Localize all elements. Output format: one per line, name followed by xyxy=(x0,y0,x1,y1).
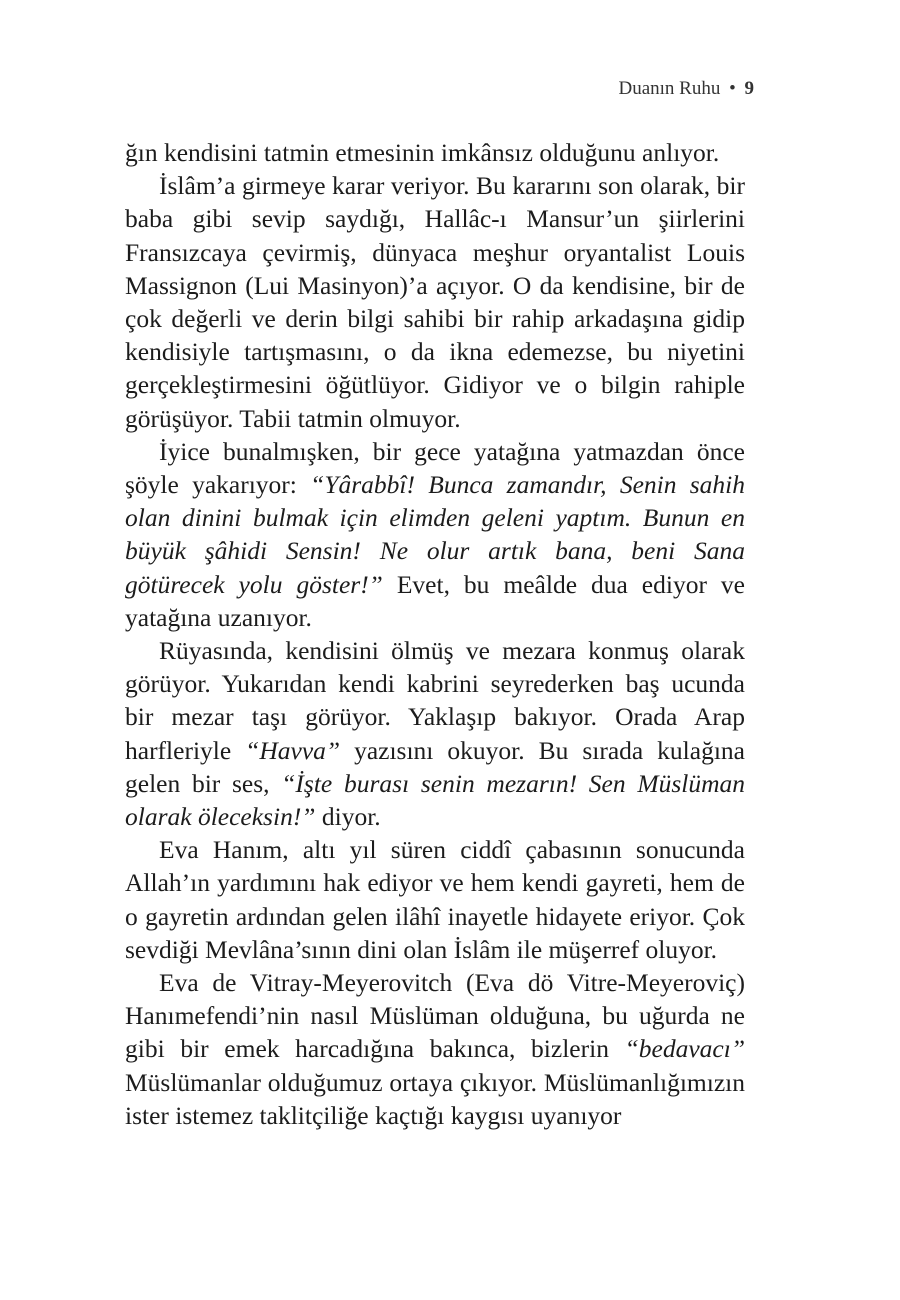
paragraph-4-lead: Rüyasında, kendisini ölmüş ve mezara konmuş olarak görüyor. Yukarıdan kendi kabrini seyrederken baş ucunda bir mezar taşı görüyor. Yaklaşıp bakıyor. Orada Arap harfleriyle xyxy=(125,636,745,765)
running-header xyxy=(618,78,754,100)
paragraph-3-tail: Evet, bu meâlde dua ediyor ve yatağına uzanıyor. xyxy=(125,569,745,632)
paragraph-6-lead: Eva de Vitray-Meyerovitch (Eva dö Vitre-Meyeroviç) Hanımefendi’nin nasıl Müslüman olduğuna, bu uğurda ne gibi bir emek harcadığına bakınca, bizlerin xyxy=(125,968,745,1064)
paragraph-4 xyxy=(125,634,745,833)
paragraph-3 xyxy=(125,435,745,634)
havva-word: “Havva” xyxy=(245,735,341,765)
page-number: 9 xyxy=(744,78,754,99)
paragraph-4-mid: yazısını okuyor. Bu sırada kulağına gelen bir ses, xyxy=(125,735,745,798)
paragraph-2: İslâm’a girmeye karar veriyor. Bu kararını son olarak, bir baba gibi sevip saydığı, Hallâc-ı Mansur’un şiirlerini Fransızcaya çevirmiş, dünyaca meşhur oryantalist Louis Massignon (Lui Masinyon)’a açıyor. O da kendisine, bir de çok değerli ve derin bilgi sahibi bir rahip arkadaşına gidip kendisiyle tartışmasını, o da ikna edemezse, bu niyetini gerçekleştirmesini öğütlüyor. Gidiyor ve o bilgin rahiple görüşüyor. Tabii tatmin olmuyor. xyxy=(125,171,745,433)
paragraph-1: ğın kendisini tatmin etmesinin imkânsız olduğunu anlıyor. xyxy=(125,138,720,167)
body-text xyxy=(125,136,745,1132)
header-separator: • xyxy=(729,78,736,99)
dream-voice-quote: “İşte burası senin mezarın! Sen Müslüman olarak öleceksin!” xyxy=(125,768,745,832)
bedavaci-word: “bedavacı” xyxy=(624,1034,745,1064)
prayer-quote: “Yârabbî! Bunca zamandır, Senin sahih olan dinini bulmak için elimden geleni yaptım. Bunun en büyük şâhidi Sensin! Ne olur artık bana, beni Sana götürecek yolu göster!” xyxy=(125,470,745,599)
paragraph-5: Eva Hanım, altı yıl süren ciddî çabasının sonucunda Allah’ın yardımını hak ediyor ve hem kendi gayreti, hem de o gayretin ardından gelen ilâhî inayetle hidayete eriyor. Çok sevdiği Mevlâna’sının dini olan İslâm ile müşerref oluyor. xyxy=(125,835,745,964)
paragraph-6-tail: Müslümanlar olduğumuz ortaya çıkıyor. Müslümanlığımızın ister istemez taklitçiliğe kaçtığı kaygısı uyanıyor xyxy=(125,1067,745,1130)
paragraph-6 xyxy=(125,966,745,1132)
paragraph-4-tail: diyor. xyxy=(315,802,381,832)
chapter-title: Duanın Ruhu xyxy=(618,78,721,99)
paragraph-3-lead: İyice bunalmışken, bir gece yatağına yatmazdan önce şöyle yakarıyor: xyxy=(125,436,745,500)
